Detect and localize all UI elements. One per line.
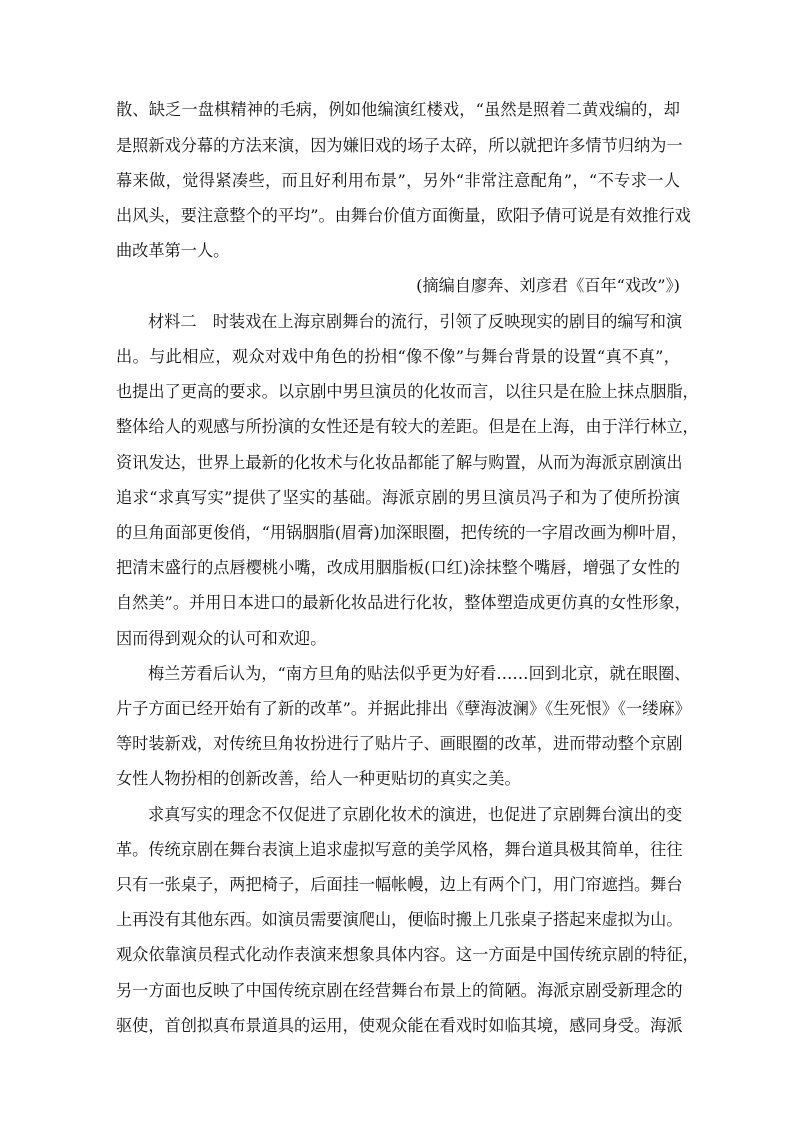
text-line: 女性人物扮相的创新改善，给人一种更贴切的真实之美。 [116,769,521,788]
text-line: 因而得到观众的认可和欢迎。 [116,629,327,648]
text-line: 另一方面也反映了中国传统京剧在经营舞台布景上的简陋。海派京剧受新理念的 [116,981,683,1000]
text-line: 是照新戏分幕的方法来演，因为嫌旧戏的场子太碎，所以就把许多情节归纳为一 [116,136,683,155]
text-line: 等时装新戏，对传统旦角妆扮进行了贴片子、画眼圈的改革，进而带动整个京剧 [116,734,683,753]
paragraph-start: 材料二 时装戏在上海京剧舞台的流行，引领了反映现实的剧目的编写和演 [148,312,683,331]
citation: (摘编自廖奔、刘彦君《百年“戏改”》) [416,276,680,295]
text-line: 追求“求真写实”提供了坚实的基础。海派京剧的男旦演员冯子和为了使所扮演 [116,488,680,507]
text-line: 也提出了更高的要求。以京剧中男旦演员的化妆而言，以往只是在脸上抹点胭脂， [116,382,699,401]
paragraph-start: 梅兰芳看后认为，“南方旦角的贴法似乎更为好看……回到北京，就在眼圈、 [148,664,691,683]
text-line: 自然美”。并用日本进口的最新化妆品进行化妆，整体塑造成更仿真的女性形象， [116,593,691,612]
text-line: 把清末盛行的点唇樱桃小嘴，改成用胭脂板(口红)涂抹整个嘴唇，增强了女性的 [116,558,680,577]
text-line: 革。传统京剧在舞台表演上追求虚拟写意的美学风格，舞台道具极其简单，往往 [116,840,683,859]
text-line: 的旦角面部更俊俏，“用锅胭脂(眉膏)加深眼圈，把传统的一字眉改画为柳叶眉， [116,523,688,542]
text-line: 出风头，要注意整个的平均”。由舞台价值方面衡量，欧阳予倩可说是有效推行戏 [116,206,691,225]
text-line: 观众依靠演员程式化动作表演来想象具体内容。这一方面是中国传统京剧的特征， [116,945,699,964]
text-line: 出。与此相应，观众对戏中角色的扮相“像不像”与舞台背景的设置“真不真”， [116,347,680,366]
text-line: 资讯发达，世界上最新的化妆术与化妆品都能了解与购置，从而为海派京剧演出 [116,453,683,472]
text-line: 上再没有其他东西。如演员需要演爬山，便临时搬上几张桌子搭起来虚拟为山。 [116,910,683,929]
text-line: 幕来做，觉得紧凑些，而且好利用布景”，另外“非常注意配角”，“不专求一人 [116,171,680,190]
paragraph-start: 求真写实的理念不仅促进了京剧化妆术的演进，也促进了京剧舞台演出的变 [148,805,683,824]
text-line: 只有一张桌子，两把椅子，后面挂一幅帐幔，边上有两个门，用门帘遮挡。舞台 [116,875,683,894]
text-line: 散、缺乏一盘棋精神的毛病，例如他编演红楼戏，“虽然是照着二黄戏编的，却 [116,100,680,119]
text-line: 整体给人的观感与所扮演的女性还是有较大的差距。但是在上海，由于洋行林立， [116,417,699,436]
text-line: 片子方面已经开始有了新的改革”。并据此排出《孽海波澜》《生死恨》《一缕麻》 [116,699,691,718]
text-line: 曲改革第一人。 [116,241,230,260]
text-line: 驱使，首创拟真布景道具的运用，使观众能在看戏时如临其境，感同身受。海派 [116,1016,683,1035]
